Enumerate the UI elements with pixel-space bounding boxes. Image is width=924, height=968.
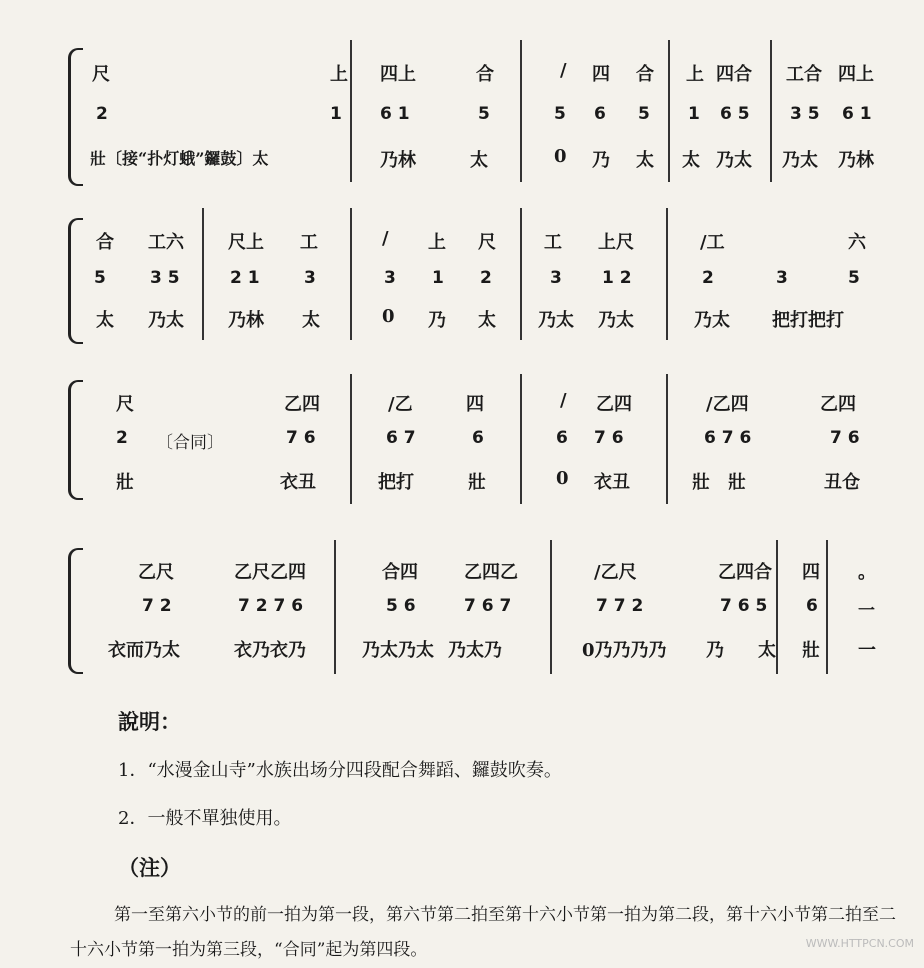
percussion-note: 乃林: [228, 310, 264, 331]
note-item-1: 1．“水漫金山寺”水族出场分四段配合舞蹈、鑼鼓吹奏。: [118, 760, 562, 781]
percussion-note: 太: [302, 310, 320, 331]
system-brace: [68, 218, 83, 344]
gongche-note: 合: [96, 232, 114, 253]
jianpu-note: 1: [688, 104, 700, 124]
gongche-note: 合: [636, 64, 654, 85]
bar-line: [350, 40, 352, 182]
jianpu-note: 2: [480, 268, 492, 288]
bar-line: [350, 374, 352, 504]
jianpu-note: 6 7: [386, 428, 416, 448]
percussion-note: 壯: [468, 472, 486, 493]
percussion-note: 0: [556, 468, 569, 489]
gongche-note: /工: [700, 232, 725, 253]
bar-line: [550, 540, 552, 674]
jianpu-note: 3: [550, 268, 562, 288]
bar-line: [202, 208, 204, 340]
percussion-note: 衣丑: [280, 472, 316, 493]
percussion-note: 乃林: [380, 150, 416, 171]
percussion-note: 一: [858, 640, 876, 661]
percussion-note: 乃太: [716, 150, 752, 171]
percussion-row: [86, 146, 874, 176]
gongche-note: /乙四: [706, 394, 749, 415]
gongche-note: 。: [858, 562, 876, 583]
percussion-note: 太: [478, 310, 496, 331]
percussion-note: 0: [554, 146, 567, 167]
percussion-note: 0: [382, 306, 395, 327]
bar-line: [520, 208, 522, 340]
percussion-note: 太: [758, 640, 776, 661]
percussion-note: 太: [96, 310, 114, 331]
jianpu-note: 5: [478, 104, 490, 124]
gongche-note: 乙四: [284, 394, 320, 415]
jianpu-note: 1: [330, 104, 342, 124]
bar-line: [520, 374, 522, 504]
percussion-note: 乃太乃: [448, 640, 502, 661]
percussion-note: 把打: [378, 472, 414, 493]
jianpu-note: 6 7 6: [704, 428, 752, 448]
gongche-note: /乙: [388, 394, 413, 415]
gongche-note: 四: [802, 562, 820, 583]
jianpu-note: 5: [638, 104, 650, 124]
percussion-note: 壯〔接“扑灯蛾”鑼鼓〕太: [90, 149, 269, 168]
gongche-note: 工: [300, 232, 318, 253]
bar-line: [770, 40, 772, 182]
jianpu-note: 6 1: [380, 104, 410, 124]
score-system-1: [70, 52, 874, 182]
gongche-note: 四上: [838, 64, 874, 85]
bar-line: [334, 540, 336, 674]
jianpu-note: 7 6 5: [720, 596, 768, 616]
jianpu-note: 2 1: [230, 268, 260, 288]
jianpu-note: 6 5: [720, 104, 750, 124]
jianpu-note: 3: [304, 268, 316, 288]
system-brace: [68, 48, 83, 186]
jianpu-note: 5: [94, 268, 106, 288]
jianpu-note: 2: [116, 428, 128, 448]
jianpu-note: 7 6: [286, 428, 316, 448]
watermark: WWW.HTTPCN.COM: [805, 937, 914, 950]
gongche-note: /: [560, 60, 567, 81]
jianpu-note: 7 7 2: [596, 596, 644, 616]
annotation-paragraph: 第一至第六小节的前一拍为第一段，第六节第二拍至第十六小节第一拍为第二段，第十六小节第二拍至二十六小节第一拍为第三段，“合同”起为第四段。: [70, 905, 896, 960]
gongche-note: /乙尺: [594, 562, 637, 583]
bar-line: [826, 540, 828, 674]
gongche-note: 上尺: [598, 232, 634, 253]
jianpu-note: 6: [806, 596, 818, 616]
jianpu-note: 1 2: [602, 268, 632, 288]
gongche-note: 合四: [382, 562, 418, 583]
gongche-note: 尺: [478, 232, 496, 253]
jianpu-note: 7 6 7: [464, 596, 512, 616]
gongche-note: 四合: [716, 64, 752, 85]
jianpu-note: 〔合同〕: [156, 433, 224, 453]
jianpu-note: 3 5: [150, 268, 180, 288]
percussion-note: 乃太: [598, 310, 634, 331]
bar-line: [350, 208, 352, 340]
jianpu-note: 1: [432, 268, 444, 288]
jianpu-note: 5: [554, 104, 566, 124]
gongche-note: 乙四: [820, 394, 856, 415]
jianpu-note: 3: [776, 268, 788, 288]
gongche-row: [86, 60, 874, 90]
percussion-note: 太: [470, 150, 488, 171]
system-brace: [68, 548, 83, 674]
percussion-row: [86, 636, 876, 666]
jianpu-note: 3: [384, 268, 396, 288]
jianpu-note: 7 6: [594, 428, 624, 448]
percussion-note: 太: [636, 150, 654, 171]
percussion-note: 乃: [706, 640, 724, 661]
jianpu-note: 6: [472, 428, 484, 448]
percussion-note: 乃: [428, 310, 446, 331]
jianpu-note: 5: [848, 268, 860, 288]
numeric-row: [86, 428, 870, 458]
gongche-note: 乙尺乙四: [234, 562, 306, 583]
note-item-2: 2．一般不單独使用。: [118, 808, 292, 829]
gongche-note: 尺上: [228, 232, 264, 253]
percussion-note: 衣丑: [594, 472, 630, 493]
system-brace: [68, 380, 83, 500]
percussion-note: 乃林: [838, 150, 874, 171]
gongche-note: 工: [544, 232, 562, 253]
jianpu-note: 7 6: [830, 428, 860, 448]
score-system-2: [70, 222, 870, 340]
jianpu-note: 6: [556, 428, 568, 448]
gongche-note: 上: [428, 232, 446, 253]
numeric-row: [86, 104, 870, 134]
gongche-row: [86, 558, 876, 588]
notes-heading: 說明：: [118, 709, 181, 734]
gongche-row: [86, 390, 870, 420]
jianpu-note: 7 2 7 6: [238, 596, 304, 616]
annotation-heading: （注）: [118, 855, 181, 880]
percussion-note: 壯: [116, 472, 134, 493]
percussion-note: 乃太: [782, 150, 818, 171]
bar-line: [668, 40, 670, 182]
percussion-note: 壯 壯: [692, 472, 746, 493]
jianpu-note: 一: [858, 601, 875, 621]
percussion-note: 0乃乃乃乃: [582, 640, 667, 661]
percussion-note: 乃太: [694, 310, 730, 331]
percussion-note: 把打把打: [772, 310, 844, 331]
gongche-note: 上: [686, 64, 704, 85]
jianpu-note: 5 6: [386, 596, 416, 616]
gongche-note: 乙尺: [138, 562, 174, 583]
jianpu-note: 6: [594, 104, 606, 124]
percussion-row: [86, 468, 870, 498]
percussion-note: 丑仓: [824, 472, 860, 493]
gongche-note: 上: [330, 64, 348, 85]
percussion-note: 乃太: [538, 310, 574, 331]
jianpu-note: 6 1: [842, 104, 872, 124]
percussion-note: 乃太: [148, 310, 184, 331]
percussion-note: 太: [682, 150, 700, 171]
bar-line: [776, 540, 778, 674]
percussion-note: 乃: [592, 150, 610, 171]
percussion-note: 乃太乃太: [362, 640, 434, 661]
gongche-note: 合: [476, 64, 494, 85]
percussion-note: 衣乃衣乃: [234, 640, 306, 661]
percussion-note: 衣而乃太: [108, 640, 180, 661]
gongche-note: 六: [848, 232, 866, 253]
gongche-note: 四: [466, 394, 484, 415]
gongche-note: 尺: [116, 394, 134, 415]
gongche-note: 尺: [92, 64, 110, 85]
jianpu-note: 2: [702, 268, 714, 288]
bar-line: [666, 374, 668, 504]
gongche-note: 工六: [148, 232, 184, 253]
jianpu-note: 7 2: [142, 596, 172, 616]
jianpu-note: 2: [96, 104, 108, 124]
bar-line: [520, 40, 522, 182]
score-system-4: [70, 552, 876, 670]
jianpu-note: 3 5: [790, 104, 820, 124]
gongche-note: /: [560, 390, 567, 411]
numeric-row: [86, 596, 875, 626]
gongche-note: 乙四乙: [464, 562, 518, 583]
gongche-note: 乙四合: [718, 562, 772, 583]
percussion-note: 壯: [802, 640, 820, 661]
bar-line: [666, 208, 668, 340]
gongche-note: 工合: [786, 64, 822, 85]
gongche-note: /: [382, 228, 389, 249]
gongche-note: 四: [592, 64, 610, 85]
gongche-note: 乙四: [596, 394, 632, 415]
gongche-note: 四上: [380, 64, 416, 85]
score-system-3: [70, 384, 870, 496]
